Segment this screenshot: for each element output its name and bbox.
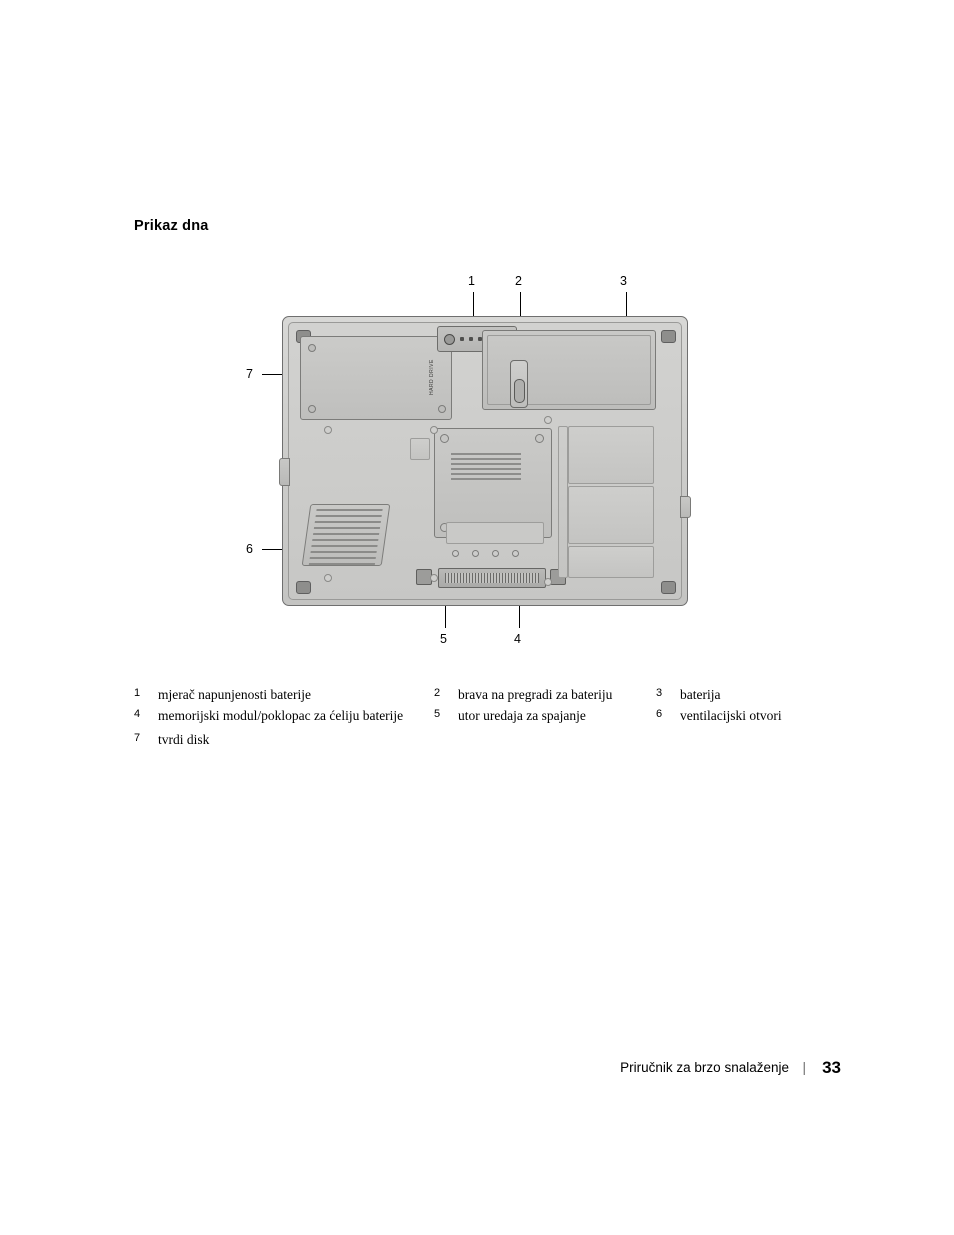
cooling-vents xyxy=(302,504,391,566)
legend-item-2 xyxy=(434,686,656,703)
legend-number: 7 xyxy=(134,731,141,744)
gauge-led xyxy=(469,337,473,341)
screw xyxy=(308,344,316,352)
legend-item-6 xyxy=(656,707,826,724)
side-port-nub xyxy=(279,458,290,486)
dock-pins xyxy=(445,573,539,583)
legend-text: brava na pregradi za bateriju xyxy=(458,687,613,702)
gauge-button-icon xyxy=(444,334,455,345)
screw xyxy=(324,574,332,582)
legend-row xyxy=(134,686,824,703)
legend-row xyxy=(134,707,824,724)
screw xyxy=(438,405,446,413)
rubber-foot xyxy=(296,581,311,594)
battery-pack xyxy=(482,330,656,410)
legend-item-4 xyxy=(134,707,434,724)
alignment-dots xyxy=(452,550,532,556)
legend-text: memorijski modul/poklopac za ćeliju baterije xyxy=(158,708,404,724)
callout-1: 1 xyxy=(468,274,475,288)
legend-text: tvrdi disk xyxy=(158,731,210,747)
chip-pad xyxy=(410,438,430,460)
legend-number: 3 xyxy=(656,687,663,699)
callout-4: 4 xyxy=(514,632,521,646)
screw xyxy=(430,426,438,434)
battery-bay-latch xyxy=(510,360,528,408)
legend-number: 4 xyxy=(134,708,141,721)
legend-number: 5 xyxy=(434,708,441,721)
legend-text: mjerač napunjenosti baterije xyxy=(158,687,311,702)
legend-text: utor uredaja za spajanje xyxy=(458,708,586,724)
screw xyxy=(440,434,449,443)
lower-panel xyxy=(568,426,654,484)
screw xyxy=(308,405,316,413)
callout-3: 3 xyxy=(620,274,627,288)
screw xyxy=(544,416,552,424)
footer-separator: | xyxy=(802,1060,806,1075)
screw xyxy=(535,434,544,443)
screw xyxy=(430,574,438,582)
lower-panel xyxy=(568,546,654,578)
legend-number: 6 xyxy=(656,708,663,721)
page-footer xyxy=(0,1060,954,1084)
docking-device-slot xyxy=(438,568,546,588)
legend-row xyxy=(134,731,824,748)
screw xyxy=(324,426,332,434)
legend-item-5 xyxy=(434,707,656,724)
rubber-foot xyxy=(661,330,676,343)
callout-6: 6 xyxy=(246,542,253,556)
legend-number: 1 xyxy=(134,687,141,699)
callout-2: 2 xyxy=(515,274,522,288)
latch-slider xyxy=(514,379,525,403)
legend-text: baterija xyxy=(680,687,721,702)
callout-5: 5 xyxy=(440,632,447,646)
service-label-plate xyxy=(446,522,544,544)
hard-drive-bay xyxy=(300,336,452,420)
rubber-foot xyxy=(661,581,676,594)
screw xyxy=(544,578,552,586)
lower-panel xyxy=(568,486,654,544)
callout-7: 7 xyxy=(246,367,253,381)
legend-item-1 xyxy=(134,686,434,703)
legend-item-7 xyxy=(134,731,434,748)
side-port-nub xyxy=(680,496,691,518)
laptop-bottom-illustration xyxy=(282,316,688,606)
gauge-led xyxy=(460,337,464,341)
hard-drive-text: HARD DRIVE xyxy=(429,359,435,395)
cover-vent-slots xyxy=(451,453,521,491)
legend-number: 2 xyxy=(434,687,441,699)
footer-title: Priručnik za brzo snalaženje xyxy=(620,1060,789,1075)
legend-item-3 xyxy=(656,686,826,703)
legend-text: ventilacijski otvori xyxy=(680,708,782,724)
bottom-view-figure xyxy=(240,262,710,662)
page-number: 33 xyxy=(822,1058,841,1077)
page-title: Prikaz dna xyxy=(134,218,209,234)
panel-divider xyxy=(558,426,568,578)
figure-legend xyxy=(134,686,824,752)
